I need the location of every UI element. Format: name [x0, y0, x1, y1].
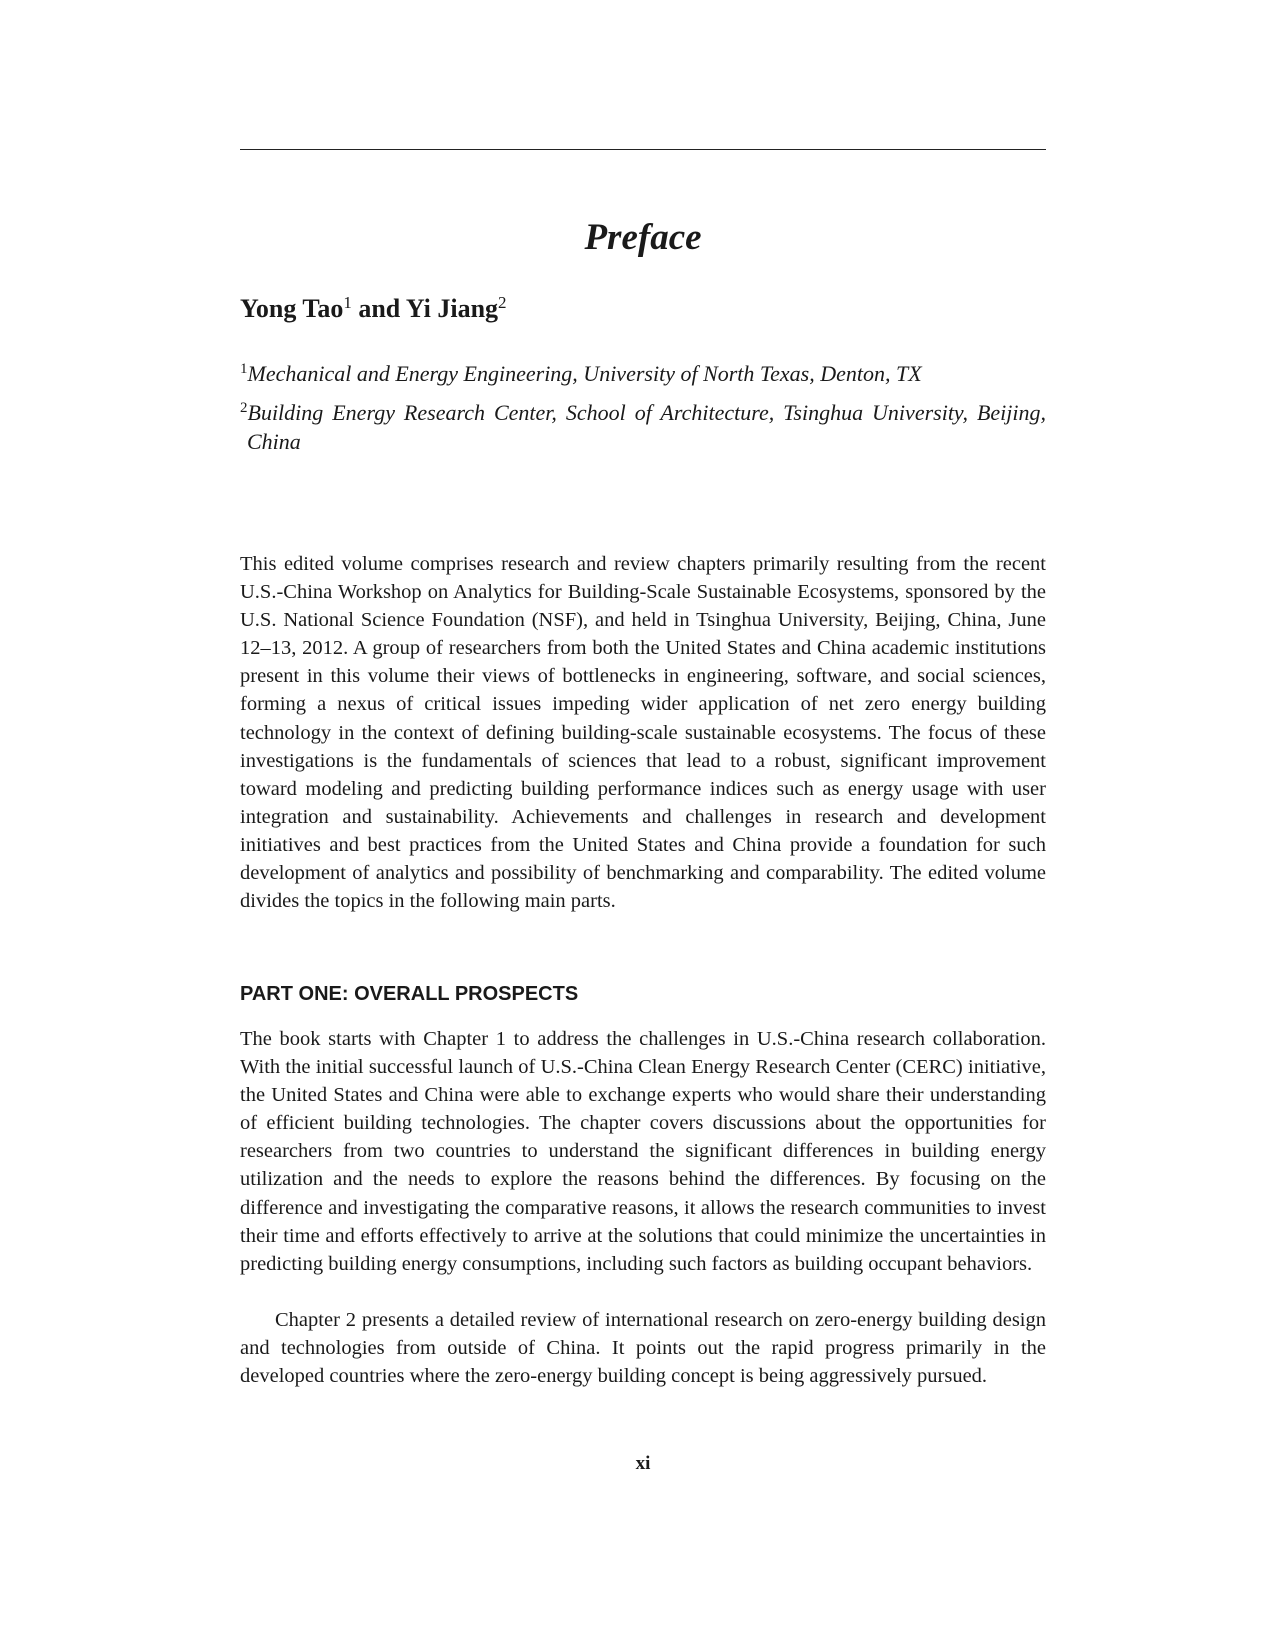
affiliation-mark: 2: [498, 293, 507, 312]
affiliation-mark: 2: [240, 400, 248, 416]
affiliation-text: Building Energy Research Center, School of Architecture, Tsinghua University, Beijing, China: [247, 400, 1046, 454]
author-line: [240, 289, 507, 329]
author-name: Yong Tao: [240, 294, 344, 323]
author-name: Yi Jiang: [405, 294, 499, 323]
affiliation-text: Mechanical and Energy Engineering, University of North Texas, Denton, TX: [247, 361, 922, 386]
body-paragraph: The book starts with Chapter 1 to address the challenges in U.S.-China research collaboration. With the initial successful launch of U.S.-China Clean Energy Research Center (CERC) initiative, the United States and China were able to exchange experts who would share their understanding of efficient building technologies. The chapter covers discussions about the opportunities for researchers from two countries to understand the significant differences in building energy utilization and the needs to explore the reasons behind the differences. By focusing on the difference and investigating the comparative reasons, it allows the research communities to invest their time and efforts effectively to arrive at the solutions that could minimize the uncertainties in predicting building energy consumptions, including such factors as building occupant behaviors.: [240, 1028, 1046, 1275]
section-heading: PART ONE: OVERALL PROSPECTS: [240, 983, 579, 1005]
body-paragraph: Chapter 2 presents a detailed review of international research on zero-energy building design and technologies from outside of China. It points out the rapid progress primarily in the developed countries where the zero-energy building concept is being aggressively pursued.: [240, 1309, 1046, 1388]
affiliation-mark: 1: [240, 361, 248, 377]
page-title: Preface: [584, 217, 702, 258]
top-rule: [240, 149, 1046, 150]
author-connector: and: [351, 294, 406, 323]
affiliation: [240, 359, 1046, 388]
affiliation-mark: 1: [343, 293, 352, 312]
intro-paragraph: This edited volume comprises research and review chapters primarily resulting from the recent U.S.-China Workshop on Analytics for Building-Scale Sustainable Ecosystems, sponsored by the U.S. National Science Foundation (NSF), and held in Tsinghua University, Beijing, China, June 12–13, 2012. A group of researchers from both the United States and China academic institutions present in this volume their views of bottlenecks in engineering, software, and social sciences, forming a nexus of critical issues impeding wider application of net zero energy building technology in the context of defining building-scale sustainable ecosystems. The focus of these investigations is the fundamentals of sciences that lead to a robust, significant improvement toward modeling and predicting building performance indices such as energy usage with user integration and sustainability. Achievements and challenges in research and development initiatives and best practices from the United States and China provide a foundation for such development of analytics and possibility of benchmarking and comparability. The edited volume divides the topics in the following main parts.: [240, 553, 1046, 913]
affiliation: [240, 398, 1046, 456]
page-number: xi: [635, 1453, 651, 1474]
